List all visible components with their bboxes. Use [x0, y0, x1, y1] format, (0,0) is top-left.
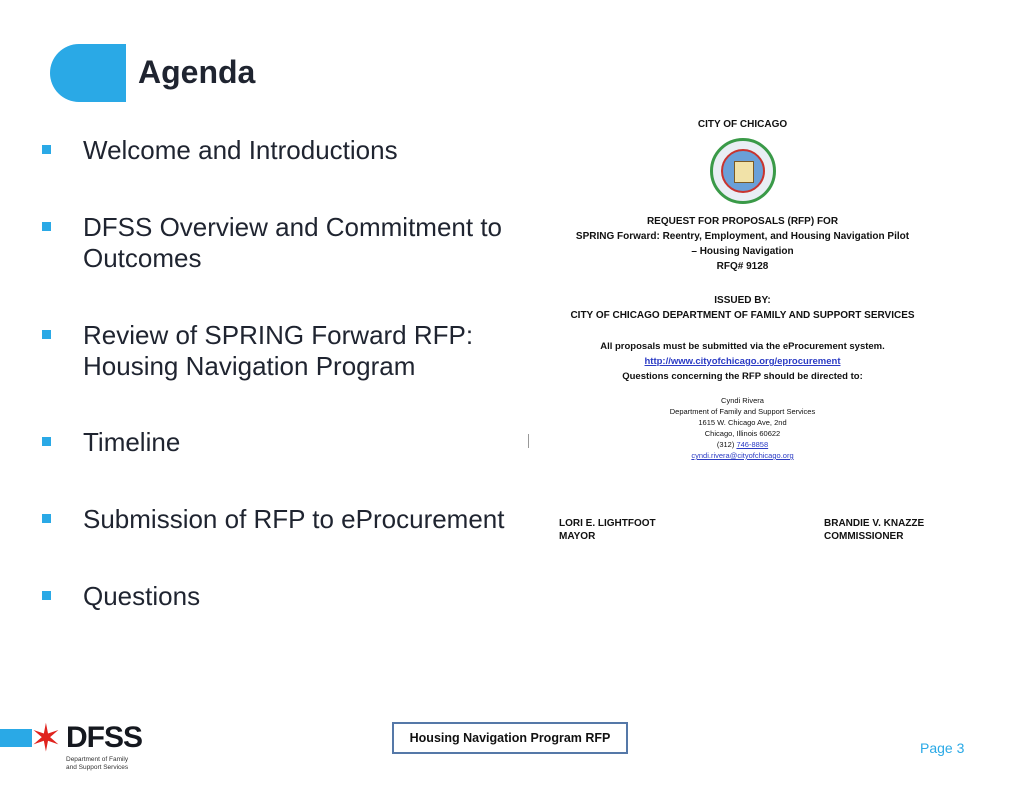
square-bullet-icon [42, 591, 51, 600]
list-item [42, 135, 512, 166]
signatory-left [559, 517, 656, 543]
list-item [42, 212, 512, 274]
logo-subtitle-line2: and Support Services [66, 764, 129, 771]
doc-submission-note: All proposals must be submitted via the eProcurement system. [600, 341, 885, 352]
agenda-item-text: Submission of RFP to eProcurement [83, 504, 505, 534]
logo-subtitle [66, 756, 128, 772]
square-bullet-icon [42, 330, 51, 339]
square-bullet-icon [42, 145, 51, 154]
chicago-star-icon: ✶ [30, 718, 62, 760]
square-bullet-icon [42, 437, 51, 446]
signatory-left-name: LORI E. LIGHTFOOT [559, 518, 656, 529]
doc-issued-by-label: ISSUED BY: [714, 295, 771, 306]
doc-rfp-title-2: SPRING Forward: Reentry, Employment, and Housing Navigation Pilot [575, 231, 910, 242]
doc-contact-address1: 1615 W. Chicago Ave, 2nd [698, 418, 787, 427]
doc-issued-by: CITY OF CHICAGO DEPARTMENT OF FAMILY AND SUPPORT SERVICES [570, 310, 915, 321]
divider [528, 434, 529, 448]
agenda-item-text-continued: Housing Navigation Program [83, 351, 416, 381]
agenda-item-text: Review of SPRING Forward RFP: [83, 320, 474, 350]
agenda-item-text-continued: Outcomes [83, 243, 202, 273]
logo-blue-bar [0, 729, 32, 747]
agenda-item-text: Questions [83, 581, 201, 611]
doc-rfp-title-1: REQUEST FOR PROPOSALS (RFP) FOR [646, 216, 839, 227]
agenda-item-text: Timeline [83, 427, 181, 457]
square-bullet-icon [42, 514, 51, 523]
list-item [42, 504, 512, 535]
list-item [42, 427, 512, 458]
agenda-item-text: DFSS Overview and Commitment to [83, 212, 503, 242]
doc-contact-dept: Department of Family and Support Services [669, 407, 816, 416]
doc-rfp-number: RFQ# 9128 [716, 261, 769, 272]
doc-questions-note: Questions concerning the RFP should be directed to: [622, 371, 863, 382]
signatory-right-title: COMMISSIONER [824, 531, 904, 542]
logo-wordmark: DFSS [66, 721, 143, 754]
page-title: Agenda [138, 54, 256, 90]
doc-contact-address2: Chicago, Illinois 60622 [704, 429, 781, 438]
logo-subtitle-line1: Department of Family [66, 756, 129, 763]
doc-contact-email-line [540, 451, 945, 460]
list-item [42, 581, 512, 612]
doc-rfp-title-3: – Housing Navigation [691, 246, 794, 257]
doc-contact-phone [540, 440, 945, 449]
page-number: Page 3 [920, 740, 965, 756]
doc-contact-name: Cyndi Rivera [721, 396, 764, 405]
rfp-cover-image [540, 112, 960, 552]
city-of-chicago-seal-icon [710, 138, 776, 204]
signatory-right-name: BRANDIE V. KNAZZE [824, 518, 925, 529]
doc-url-line [540, 356, 945, 367]
dfss-logo [0, 718, 143, 771]
footer-program-label: Housing Navigation Program RFP [392, 722, 628, 754]
square-bullet-icon [42, 222, 51, 231]
signatory-right [824, 517, 924, 543]
doc-header: CITY OF CHICAGO [697, 119, 788, 130]
phone-prefix: (312) [716, 440, 737, 449]
eprocurement-link[interactable]: http://www.cityofchicago.org/eprocurement [644, 356, 841, 367]
signatory-left-title: MAYOR [559, 531, 596, 542]
agenda-item-text: Welcome and Introductions [83, 135, 398, 165]
list-item [42, 320, 512, 382]
phone-link[interactable]: 746-8858 [736, 440, 769, 449]
email-link[interactable]: cyndi.rivera@cityofchicago.org [691, 451, 794, 460]
title-accent-shape [50, 44, 126, 102]
